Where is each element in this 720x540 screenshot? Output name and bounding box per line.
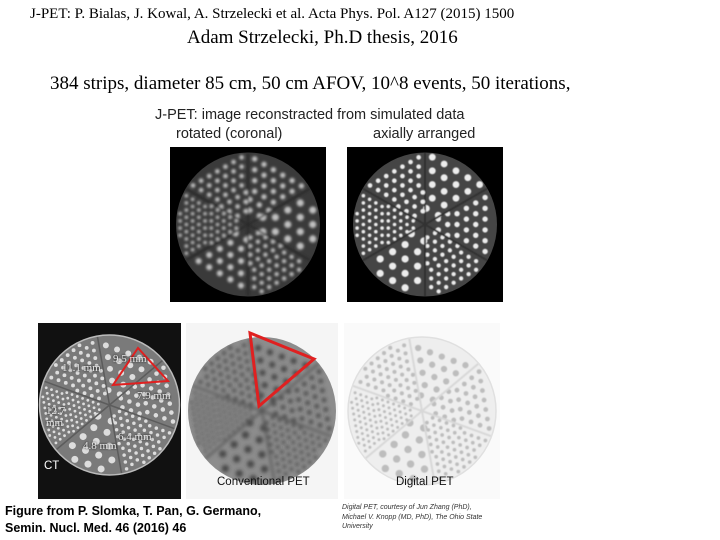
digital-credit-line-3: University (342, 523, 373, 530)
conventional-pet-title: Conventional PET (217, 476, 310, 488)
digital-credit-line-1: Digital PET, courtesy of Jun Zhang (PhD), (342, 504, 472, 511)
figure-credit-line-2: Semin. Nucl. Med. 46 (2016) 46 (5, 521, 187, 535)
digital-pet-title: Digital PET (396, 476, 454, 488)
figure-credit (5, 503, 261, 537)
digital-credit-line-2: Michael V. Knopp (MD, PhD), The Ohio State (342, 513, 483, 521)
reconstruction-image-rotated (170, 147, 326, 302)
reconstruction-caption: J-PET: image reconstracted from simulated data (155, 107, 465, 123)
reconstruction-image-axial (347, 147, 503, 302)
parameters-line: 384 strips, diameter 85 cm, 50 cm AFOV, 10^8 events, 50 iterations, (50, 73, 571, 94)
figure-credit-line-1: Figure from P. Slomka, T. Pan, G. Germano, (5, 504, 262, 518)
digital-pet-image (344, 323, 500, 499)
ct-title: CT (44, 460, 60, 472)
ct-label-9-5: 9.5 mm (113, 353, 147, 365)
conventional-pet-image (186, 323, 338, 499)
thesis-title: Adam Strzelecki, Ph.D thesis, 2016 (187, 27, 458, 48)
ct-label-6-4: 6.4 mm (118, 431, 152, 443)
citation: J-PET: P. Bialas, J. Kowal, A. Strzelecki et al. Acta Phys. Pol. A127 (2015) 1500 (30, 6, 515, 22)
ct-label-7-9: 7.9 mm (137, 390, 171, 402)
axial-label: axially arranged (373, 126, 476, 142)
ct-label-4-8: 4.8 mm (83, 440, 117, 452)
rotated-label: rotated (coronal) (176, 126, 283, 142)
ct-label-12-7: 12.7 mm (46, 405, 66, 429)
ct-label-11-1: 11.1 mm (62, 362, 101, 374)
digital-pet-credit (342, 503, 482, 532)
